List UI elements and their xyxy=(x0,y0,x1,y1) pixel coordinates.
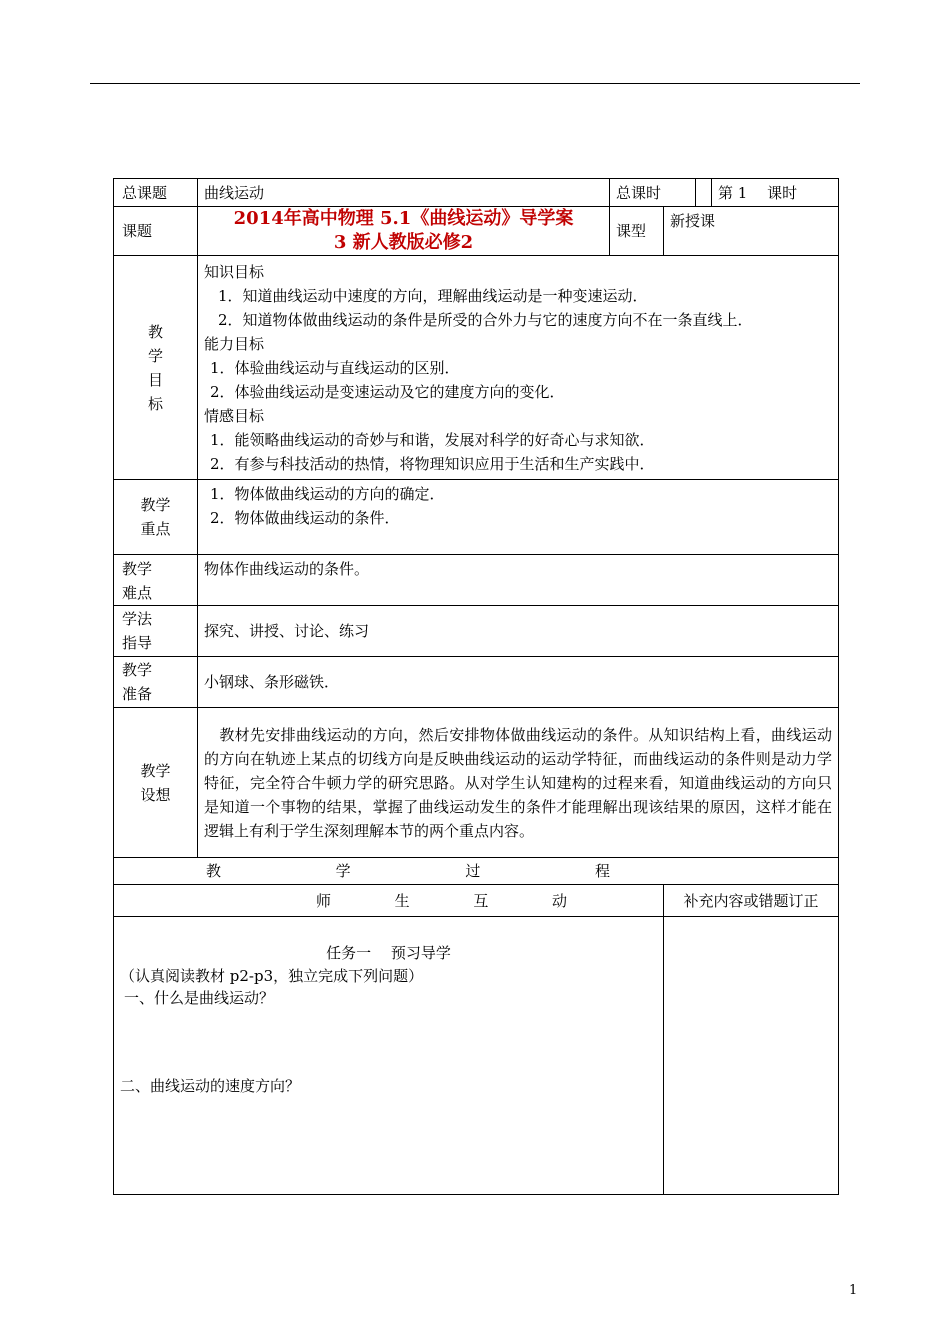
knowledge-goal-item: 1．知道曲线运动中速度的方向，理解曲线运动是一种变速运动． xyxy=(218,286,648,305)
row-interaction-header xyxy=(114,885,839,917)
label-key-points: 教学 重点 xyxy=(114,480,198,555)
knowledge-goal-item: 2．知道物体做曲线运动的条件是所受的合外力与它的速度方向不在一条直线上． xyxy=(218,310,753,329)
row-task xyxy=(114,917,839,1195)
knowledge-goal-title: 知识目标 xyxy=(204,262,265,281)
goals-content xyxy=(198,256,839,480)
row-goals xyxy=(114,256,839,480)
design-content: 教材先安排曲线运动的方向，然后安排物体做曲线运动的条件。从知识结构上看，曲线运动的方向在轨迹上某点的切线方向是反映曲线运动的运动学特征，而曲线运动的条件则是动力学特征，完全符合牛顿力学的研究思路。从对学生认知建构的过程来看，知道曲线运动的方向只是知道一个事物的结果，掌握了曲线运动发生的条件才能理解出现该结果的原因，这样才能在逻辑上有利于学生深刻理解本节的两个重点内容。 xyxy=(198,708,839,858)
total-topic-value: 曲线运动 xyxy=(198,179,610,207)
label-prep: 教学 准备 xyxy=(114,657,198,708)
lesson-title-line2: 3 新人教版必修2 xyxy=(333,232,474,253)
task-title: 任务一 预习导学 xyxy=(326,944,451,962)
difficulty-content: 物体作曲线运动的条件。 xyxy=(198,555,839,606)
row-method xyxy=(114,606,839,657)
interaction-header: 师 生 互 动 xyxy=(114,885,664,917)
task-question-1: 一、什么是曲线运动？ xyxy=(124,989,275,1007)
task-question-2: 二、曲线运动的速度方向？ xyxy=(120,1077,301,1095)
emotion-goal-item: 2．有参与科技活动的热情，将物理知识应用于生活和生产实践中． xyxy=(210,454,655,473)
page-number: 1 xyxy=(849,1283,858,1298)
row-key-points xyxy=(114,480,839,555)
lesson-title-line1: 2014年高中物理 5.1《曲线运动》导学案 xyxy=(233,208,574,229)
ability-goal-item: 2．体验曲线运动是变速运动及它的建度方向的变化． xyxy=(210,382,565,401)
label-goals: 教 学 目 标 xyxy=(114,256,198,480)
row-design xyxy=(114,708,839,858)
label-difficulty: 教学 难点 xyxy=(114,555,198,606)
row-process-header xyxy=(114,858,839,885)
lesson-number: 第 1 课时 xyxy=(712,179,839,207)
supplement-content xyxy=(664,917,839,1195)
label-design: 教学 设想 xyxy=(114,708,198,858)
process-header: 教 学 过 程 xyxy=(114,858,839,885)
label-topic: 课题 xyxy=(114,207,198,256)
total-hours-value xyxy=(696,179,712,207)
row-difficulty xyxy=(114,555,839,606)
header-rule xyxy=(90,83,860,84)
prep-content: 小钢球、条形磁铁． xyxy=(198,657,839,708)
emotion-goal-item: 1．能领略曲线运动的奇妙与和谐，发展对科学的好奇心与求知欲． xyxy=(210,430,655,449)
lesson-plan-table xyxy=(113,178,839,1195)
ability-goal-item: 1．体验曲线运动与直线运动的区别． xyxy=(210,358,460,377)
label-lesson-type: 课型 xyxy=(610,207,664,256)
emotion-goal-title: 情感目标 xyxy=(204,406,265,425)
lesson-title xyxy=(198,207,610,256)
key-points-content xyxy=(198,480,839,555)
key-point-item: 2．物体做曲线运动的条件． xyxy=(210,509,400,527)
label-method: 学法 指导 xyxy=(114,606,198,657)
ability-goal-title: 能力目标 xyxy=(204,334,265,353)
label-total-hours: 总课时 xyxy=(610,179,696,207)
method-content: 探究、讲授、讨论、练习 xyxy=(198,606,839,657)
key-point-item: 1．物体做曲线运动的方向的确定． xyxy=(210,485,445,503)
supplement-header: 补充内容或错题订正 xyxy=(664,885,839,917)
row-total-topic xyxy=(114,179,839,207)
task-instruction: （认真阅读教材 p2-p3，独立完成下列问题） xyxy=(120,967,424,985)
label-total-topic: 总课题 xyxy=(114,179,198,207)
task-content xyxy=(114,917,664,1195)
row-topic xyxy=(114,207,839,256)
lesson-type-value: 新授课 xyxy=(664,207,839,256)
row-prep xyxy=(114,657,839,708)
